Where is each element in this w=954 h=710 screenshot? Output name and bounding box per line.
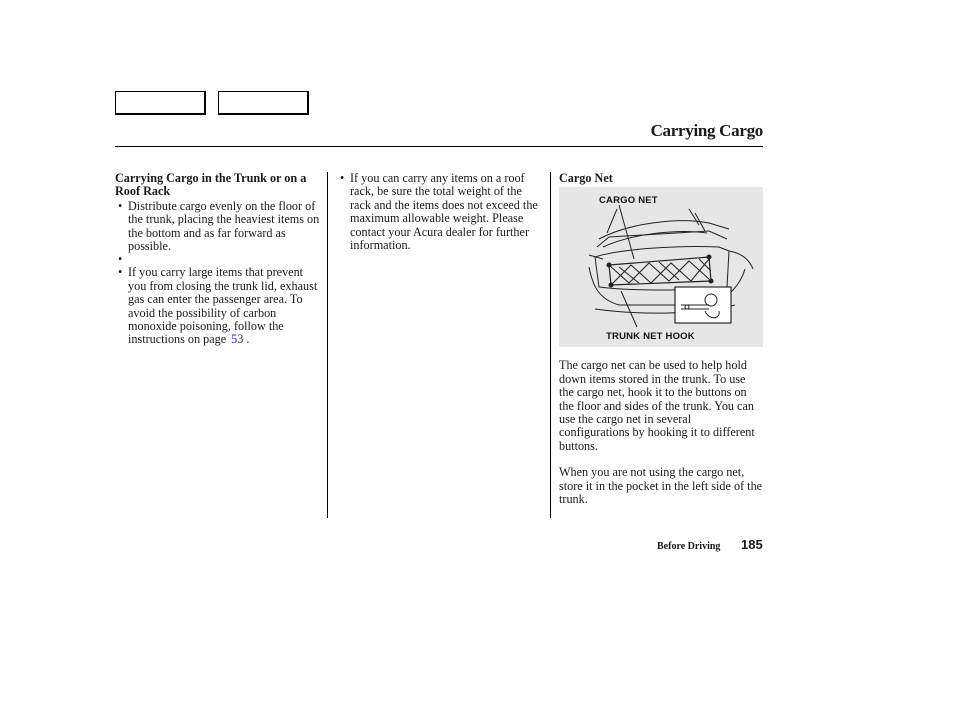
section-heading-cargo-net: Cargo Net [559,171,613,185]
nav-previous-button[interactable] [115,91,206,115]
column-divider-1 [327,172,328,518]
column-divider-2 [550,172,551,518]
bullet-text: Distribute cargo evenly on the floor of the trunk, placing the heaviest items on the bottom and as far forward as possible. [128,198,320,254]
trunk-drawing [559,187,763,347]
nav-next-button[interactable] [218,91,309,115]
bullet-text: If you carry large items that prevent you from closing the trunk lid, exhaust gas can enter the passenger area. To avoid the possibility of carbon monoxide poisoning, follow the instructions on page [128,265,318,347]
bullet-item [115,200,320,254]
section-heading-trunk-roof-rack: Carrying Cargo in the Trunk or on a Roof Rack [115,171,307,199]
bullet-item [340,172,540,252]
bullet-text-end: . [246,332,250,347]
footer-section-name: Before Driving [657,541,721,552]
bullet-item [115,266,320,346]
cargo-net-illustration [559,187,763,347]
bullet-list [340,172,540,252]
title-divider [115,146,763,147]
paragraph: When you are not using the cargo net, store it in the pocket in the left side of the trunk. [559,465,763,507]
bullet-text: If you can carry any items on a roof rack, be sure the total weight of the rack and the items does not exceed the maximum allowable weight. Please contact your Acura dealer for further information. [350,171,538,253]
column-trunk-roof-rack [115,172,320,347]
bullet-list [115,200,320,347]
paragraph: The cargo net can be used to help hold down items stored in the trunk. To use the cargo net, hook it to the buttons on the floor and sides of the trunk. You can use the cargo net in several configurations by hooking it to different buttons. [559,358,755,453]
column-roof-rack [340,172,540,252]
column-cargo-net [559,172,763,506]
figure-label-trunk-net-hook: TRUNK NET HOOK [606,331,695,343]
page-number: 185 [741,537,763,552]
page-title: Carrying Cargo [650,121,763,140]
figure-label-cargo-net: CARGO NET [599,195,658,207]
page-reference-link[interactable]: 53 [231,332,244,347]
